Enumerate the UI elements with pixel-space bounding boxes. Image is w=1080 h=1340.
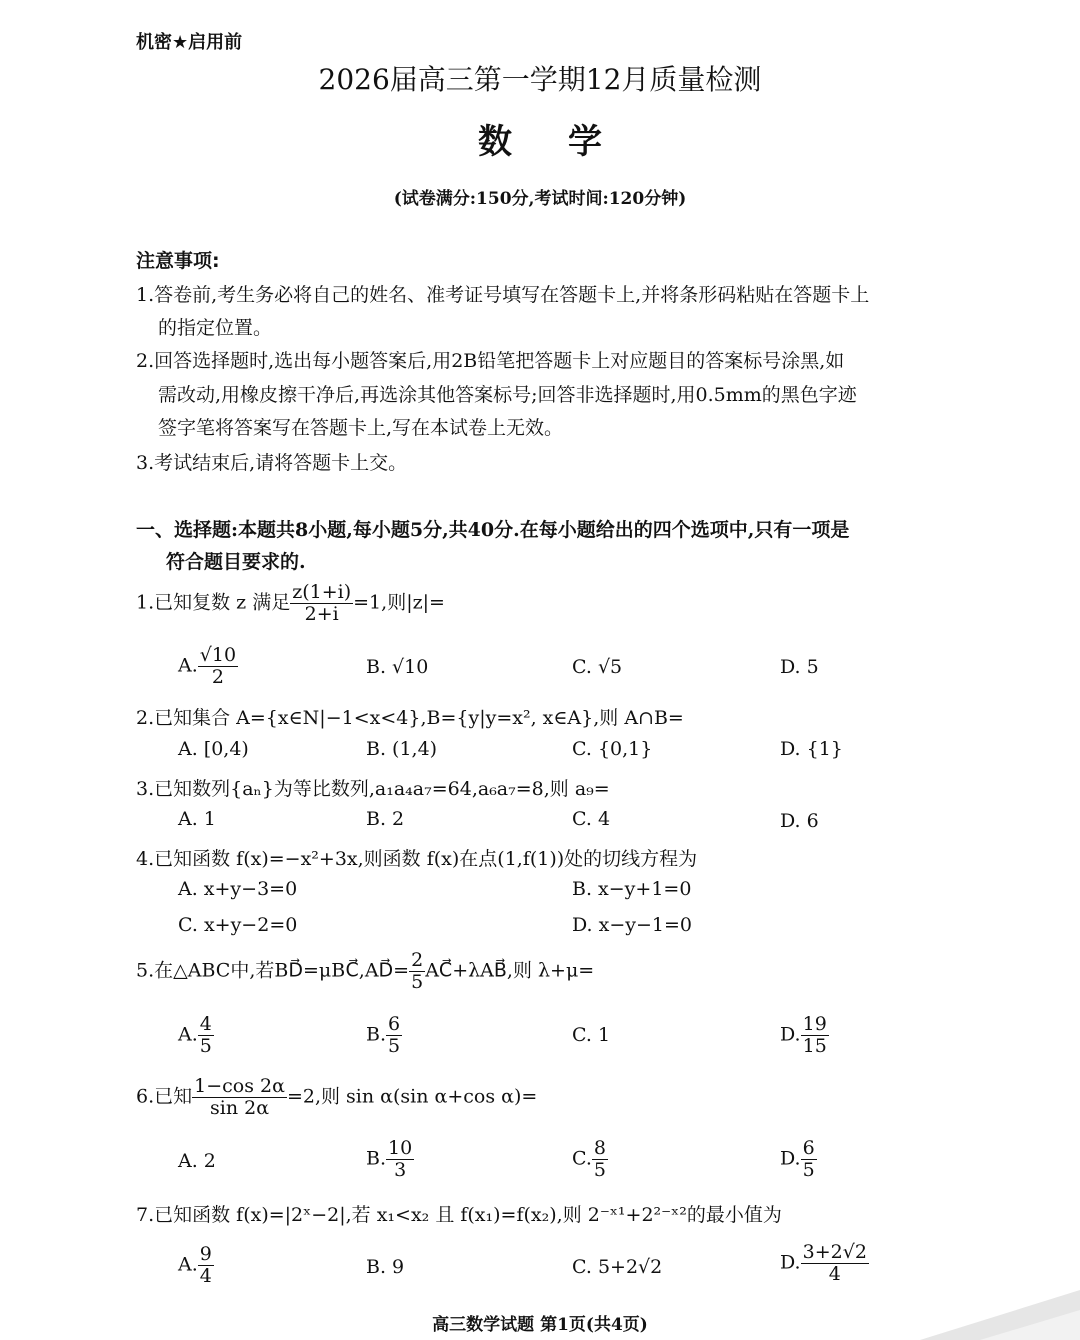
frac-num: 19 (802, 1013, 827, 1035)
option-label: A. (178, 1023, 198, 1046)
frac-den: 2 (211, 665, 224, 688)
q3-option-d: D. 6 (780, 810, 819, 832)
q4-option-b: B. x−y+1=0 (572, 878, 692, 900)
frac-den: 4 (828, 1262, 841, 1285)
q5-option-b (366, 1014, 402, 1057)
q1-option-a (178, 645, 238, 688)
notice-line: 需改动,用橡皮擦干净后,再选涂其他答案标号;回答非选择题时,用0.5mm的黑色字迹 (158, 384, 857, 406)
frac-num: 10 (388, 1137, 413, 1159)
q5-option-a (178, 1014, 214, 1057)
q3-option-a: A. 1 (178, 808, 216, 830)
q6-frac-den: sin 2α (210, 1096, 270, 1119)
q5-option-c: C. 1 (572, 1024, 611, 1046)
frac-num: 4 (199, 1013, 212, 1035)
q7-option-a (178, 1244, 214, 1287)
question-4: 4.已知函数 f(x)=−x²+3x,则函数 f(x)在点(1,f(1))处的切线方程为 (136, 848, 698, 870)
question-3: 3.已知数列{aₙ}为等比数列,a₁a₄a₇=64,a₆a₇=8,则 a₉= (136, 778, 610, 800)
question-1 (136, 582, 445, 625)
frac-den: 15 (802, 1034, 827, 1057)
frac-den: 5 (593, 1158, 606, 1181)
frac-num: √10 (199, 644, 237, 666)
q6-fraction (192, 1076, 287, 1119)
frac-num: 6 (802, 1137, 815, 1159)
q1-option-c: C. √5 (572, 656, 623, 678)
q6-option-a: A. 2 (178, 1150, 216, 1172)
subject-title: 数学 (478, 122, 658, 162)
option-label: A. (178, 654, 198, 677)
question-7: 7.已知函数 f(x)=|2ˣ−2|,若 x₁<x₂ 且 f(x₁)=f(x₂),则 2⁻ˣ¹+2²⁻ˣ²的最小值为 (136, 1204, 782, 1226)
option-label: D. (780, 1251, 801, 1274)
q4-option-c: C. x+y−2=0 (178, 914, 298, 936)
option-label: A. (178, 1253, 198, 1276)
question-2: 2.已知集合 A={x∈N|−1<x<4},B={y|y=x², x∈A},则 A∩B= (136, 707, 684, 729)
q2-option-d: D. {1} (780, 738, 843, 760)
q6-option-d (780, 1138, 817, 1181)
frac-den: 3 (394, 1158, 407, 1181)
q6-frac-num: 1−cos 2α (194, 1075, 285, 1097)
page-curl-decoration (860, 1280, 1080, 1340)
section-heading: 一、选择题:本题共8小题,每小题5分,共40分.在每小题给出的四个选项中,只有一项是 (136, 519, 850, 541)
q2-option-c: C. {0,1} (572, 738, 653, 760)
q7-option-d (780, 1242, 869, 1285)
frac-den: 4 (199, 1264, 212, 1287)
question-5 (136, 950, 594, 993)
exam-info: (试卷满分:150分,考试时间:120分钟) (393, 189, 687, 209)
notice-line: 的指定位置。 (158, 317, 273, 339)
q1-prefix: 1.已知复数 z 满足 (136, 591, 291, 614)
option-label: B. (366, 1023, 387, 1046)
q5-frac-num: 2 (411, 949, 424, 971)
q2-option-b: B. (1,4) (366, 738, 438, 760)
q3-option-b: B. 2 (366, 808, 405, 830)
notice-line: 签字笔将答案写在答题卡上,写在本试卷上无效。 (158, 417, 564, 439)
option-label: C. (572, 1147, 592, 1170)
q7-option-c: C. 5+2√2 (572, 1256, 663, 1278)
q3-option-c: C. 4 (572, 808, 611, 830)
frac-num: 6 (388, 1013, 401, 1035)
q5-suffix: AC⃗+λAB⃗,则 λ+μ= (425, 959, 595, 982)
q6-suffix: =2,则 sin α(sin α+cos α)= (286, 1085, 538, 1108)
q6-option-b (366, 1138, 414, 1181)
option-label: D. (780, 1023, 801, 1046)
page-footer: 高三数学试题 第1页(共4页) (432, 1315, 648, 1335)
q5-fraction (409, 950, 425, 993)
q1-option-b: B. √10 (366, 656, 429, 678)
notice-line: 3.考试结束后,请将答题卡上交。 (136, 452, 408, 474)
q7-option-b: B. 9 (366, 1256, 405, 1278)
question-6 (136, 1076, 537, 1119)
q4-option-a: A. x+y−3=0 (178, 878, 298, 900)
frac-num: 9 (199, 1243, 212, 1265)
q5-prefix: 5.在△ABC中,若BD⃗=μBC⃗,AD⃗= (136, 959, 410, 982)
exam-title: 2026届高三第一学期12月质量检测 (318, 63, 762, 96)
option-label: D. (780, 1147, 801, 1170)
q4-option-d: D. x−y−1=0 (572, 914, 693, 936)
section-heading-cont: 符合题目要求的. (166, 551, 306, 573)
q6-option-c (572, 1138, 608, 1181)
q6-prefix: 6.已知 (136, 1085, 193, 1108)
q5-option-d (780, 1014, 829, 1057)
q1-frac-num: z(1+i) (292, 581, 352, 603)
frac-den: 5 (199, 1034, 212, 1057)
q2-option-a: A. [0,4) (178, 738, 249, 760)
q1-frac-den: 2+i (304, 602, 339, 625)
q1-suffix: =1,则|z|= (353, 591, 445, 614)
notice-title: 注意事项: (136, 250, 220, 272)
q1-fraction (290, 582, 353, 625)
option-label: B. (366, 1147, 387, 1170)
q5-frac-den: 5 (411, 970, 424, 993)
notice-line: 1.答卷前,考生务必将自己的姓名、准考证号填写在答题卡上,并将条形码粘贴在答题卡上 (136, 284, 870, 306)
frac-num: 3+2√2 (802, 1241, 867, 1263)
frac-den: 5 (388, 1034, 401, 1057)
frac-den: 5 (802, 1158, 815, 1181)
confidential-label: 机密★启用前 (136, 32, 243, 53)
frac-num: 8 (593, 1137, 606, 1159)
notice-line: 2.回答选择题时,选出每小题答案后,用2B铅笔把答题卡上对应题目的答案标号涂黑,如 (136, 350, 845, 372)
q1-option-d: D. 5 (780, 656, 819, 678)
